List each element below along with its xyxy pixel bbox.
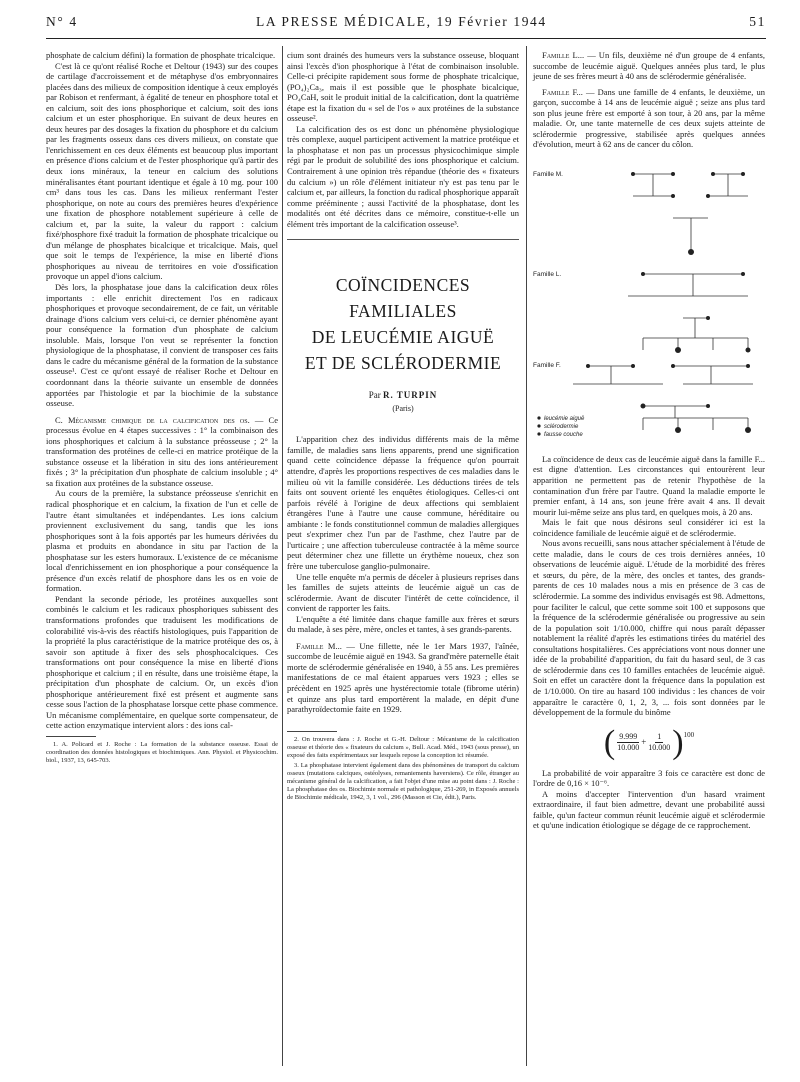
- footnote-rule: [46, 736, 96, 737]
- paragraph: [46, 415, 278, 489]
- binomial-formula: [533, 723, 765, 761]
- family-f-label: Famille F.: [533, 361, 561, 369]
- paragraph: Nous avons recueilli, sans nous attacher spécialement à l'étude de cette maladie, dans le cours de ces trois dernières années, 10 observations de leucémie aiguë. L'étude de la morbidité des frères et sœurs, du père, de la mère, des oncles et tantes, des grands-parents de ces 10 malades nous a mis en présence de 3 cas de sclérodermie. La somme des individus envisagés est 98. Admettons, pour faciliter le calcul, que cette somme soit 100 et supposons que la fréquence de la sclérodermie généralisée ou progressive au sein de la population soit 1/10.000, chiffre qui nous paraît dépasser notablement la réalité d'après les estimations tirées du matériel des consultations hospitalières. Ces appréciations vont nous donner une idée de la probabilité d'apparition, du fait du hasard seul, de 3 cas de sclérodermie dans ces 10 familles entachées de leucémie aiguë. Soit en effet un caractère dont la fréquence dans la population est de 1/10.000. On tire au hasard 100 individus : les chances de voir apparaître le caractère 0, 1, 2, 3, ... fois sont données par le développement de la formule du binôme: [533, 538, 765, 718]
- formula-plus: +: [641, 737, 647, 748]
- family-heading: Famille M...: [296, 640, 342, 651]
- denominator: 10.000: [648, 743, 671, 753]
- family-heading: Famille L...: [542, 50, 585, 60]
- footnote: 2. On trouvera dans : J. Roche et G.-H. Deltour : Mécanisme de la calcification osseuse et théorie des « fixateurs du calcium », Bull. Acad. Méd., 1943 (sous presse), un exposé des faits expérimentaux sur lesquels repose la conception ici résumée.: [287, 735, 519, 759]
- denominator: 10.000: [617, 743, 640, 753]
- formula-paren-left: (: [603, 723, 616, 761]
- footnote: 3. La phosphatase intervient également dans des phénomènes de transport du calcium osseux (mutations calciques, ostéolyses, remaniements haversiens). Ce rôle, étranger au mécanisme général de la calcification, a fait l'objet d'une mise au point dans : J. Roche : La phosphatase des os. Biochimie normale et pathologique, 251-269, in Exposés annuels de Biochimie médicale, 1942, 3, 1 vol., 296 (Masson et Cie, édit.), Paris.: [287, 761, 519, 802]
- author-location: (Paris): [392, 403, 414, 413]
- column-1: [46, 50, 278, 767]
- column-divider: [526, 46, 527, 1066]
- section-heading: C. Mécanisme chimique de la calcification des os.: [55, 414, 250, 425]
- author-line: [287, 390, 519, 401]
- paragraph: La calcification des os est donc un phénomène physiologique très complexe, auquel participent activement la matrice protéique et la phosphatase et non pas un processus physicochimique simple régi par le produit de solubilité des ions phosphorique et calcium. Contrairement à une opinion très répandue (théorie des « fixateurs du calcium ») un rôle d'élément initiateur n'y est pas tenu par le calcium et, par ailleurs, la fonction du radical phosphorique apparaît comme prééminente ; aussi l'activité de la phosphatase, dont les modalités ont été décrites dans ce mémoire, constitue-t-elle un élément très important de la calcification osseuse³.: [287, 123, 520, 229]
- paragraph: C'est là ce qu'ont réalisé Roche et Deltour (1943) sur des coupes de cartilage d'accroissement et de métaphyse d'os embryonnaires placées dans des milieux de composition identique à ceux employés par Robison et renfermant, à égalité de teneur en phosphore total et en calcium, soit des ions phosphorique et calcium, soit des ions calcium et un ester phosphorique. En suivant de deux heures en deux heures par des dosages la fixation du phosphore et du calcium par les fragments osseux dans ces divers milieux, on constate que l'enrichissement en ces deux éléments est beaucoup plus important en présence d'ions calcium et de l'ester phosphorique qu'à partir des deux ions minéraux, la teneur en calcium des solutions minéralisantes étant pourtant identique et égale à 10 mg. pour 100 cm³ dans tous les cas. Dans les milieux renfermant l'ester phosphorique, on note au cours des premières heures d'expérience une fixation de phosphore notablement supérieure à celle de calcium et, par la suite, la valeur du rapport : calcium fixé/phosphore fixé traduit la formation de phosphate tricalcique ou d'un mélange de phosphates bicalcique et tricalcique. Mais, quel que soit le temps de l'expérience, la mise en liberté d'ions phosphoriques au niveau de territoires en voie d'ossification provoque un appel d'ions calcium.: [46, 60, 278, 282]
- legend-scleroderma: sclérodermie: [544, 423, 579, 430]
- article-title-block: [287, 239, 519, 414]
- article-title-line: ET DE SCLÉRODERMIE: [304, 353, 502, 374]
- paragraph: La probabilité de voir apparaître 3 fois ce caractère est donc de l'ordre de 0,16 × 10⁻⁶.: [533, 767, 765, 789]
- paragraph: La coïncidence de deux cas de leucémie aiguë dans la famille F... est digne d'attention. Les circonstances qui entourèrent leur apparition ne permettent pas de retenir l'hypothèse de la contamination d'un frère par l'autre. Quand la maladie emporte le premier enfant, à 14 ans, son jeune frère avait 4 ans. Il devait mourir lui-même seize ans plus tard, en quelques mois, à 20 ans.: [533, 453, 765, 517]
- family-heading: Famille F...: [542, 86, 583, 97]
- paragraph-text: — Un fils, deuxième né d'un groupe de 4 enfants, succombe de leucémie aiguë. Quelques années plus tard, le plus jeune de ses frères meurt à 40 ans de sclérodermie généralisée.: [533, 50, 765, 82]
- numerator: 9.999: [619, 732, 638, 742]
- running-header: [46, 14, 766, 36]
- paragraph: Dès lors, la phosphatase joue dans la calcification deux rôles importants : elle enrichit directement l'os en radicaux phosphoriques et provoque secondairement, de ce fait, un véritable drainage d'ions calcium vers celui-ci, ce dernier phénomène ayant pour conséquence la formation d'un phosphate de calcium insoluble. Mais, lorsque l'on veut se représenter la fonction physiologique de la phosphatase, il convient de transposer ces faits dans le cadre du mécanisme général de la formation de la substance osseuse¹. C'est ce qu'ont essayé de réaliser Roche et Deltour en coordonnant dans la théorie suivante un ensemble de données apportées par l'histologie et par la biochimie de la substance osseuse.: [46, 282, 278, 409]
- paragraph-text: — Une fillette, née le 1er Mars 1937, l'aînée, succombe de leucémie aiguë en 1943. Sa grand'mère paternelle était morte de sclérodermie généralisée en 1940, à 55 ans. Les premières manifestations de ce mal étaient apparues vers 1923 ; elles se précèdent en 1925 après une hystérectomie totale (fibrome utérin) et quinze ans plus tard emportèrent la malade, en dépit d'une parathyroïdectomie faite en 1929.: [287, 640, 519, 715]
- pedigree-figure: [533, 156, 765, 446]
- paragraph-text: — Ce processus évolue en 4 étapes successives : 1° la combinaison des ions phosphoriques et calcium à la substance préosseuse ; 2° la transformation des protéines de celle-ci en matrice protéique de la substance osseuse et la libération in situ des ions antérieurement fixés ; 3° la précipitation d'un phosphate de calcium insoluble ; 4° sa fixation aux protéines de la substance osseuse.: [46, 414, 278, 488]
- family-m-label: Famille M.: [533, 170, 563, 178]
- paragraph: L'enquête a été limitée dans chaque famille aux frères et sœurs du malade, à ses père, mère, oncles et tantes, à ses grands-parents.: [287, 613, 519, 635]
- column-3: [533, 50, 765, 831]
- paragraph: Au cours de la première, la substance préosseuse s'enrichit en radical phosphorique et en calcium, la fixation de l'un et celle de l'autre étant simultanées et indépendantes. Les ions calcium proviennent exclusivement du sang, tandis que les ions phosphoriques sont à la fois apportés par les humeurs dérivées du plasma et produits en abondance in situ par l'action de la phosphatase sur les esters humoraux. L'existence de ce mécanisme local d'enrichissement en ion phosphorique a pour conséquence la présence d'un excès relatif de phosphore dans les os en voie de formation.: [46, 488, 278, 594]
- paragraph: Une telle enquête m'a permis de déceler à plusieurs reprises dans les familles de sujets atteints de leucémie aiguë un cas de sclérodermie. Avant de discuter l'intérêt de cette coïncidence, il convient de rapporter les faits.: [287, 571, 519, 614]
- header-rule: [46, 38, 766, 39]
- paragraph: cium sont drainés des humeurs vers la substance osseuse, bloquant ainsi l'excès d'ion phosphorique à l'état de combinaison insoluble. Celle-ci précipite rapidement sous forme de phosphate tricalcique, (PO₄)₂Ca₃, mais il est possible que le phosphate bicalcique, PO₄CaH, soit le produit initial de la calcification, dont la quatrième étape est la fixation du « sel de l'os » aux protéines de la substance osseuse².: [287, 50, 519, 124]
- legend-leukemia: leucémie aiguë: [544, 415, 585, 422]
- article-title-line: COÏNCIDENCES FAMILIALES: [335, 275, 471, 322]
- legend-miscarriage: fausse couche: [544, 431, 583, 438]
- article-title-line: DE LEUCÉMIE AIGUË: [311, 327, 495, 348]
- paragraph: Mais le fait que nous désirons seul considérer ici est la coïncidence familiale de leucémie aiguë et de sclérodermie.: [533, 517, 765, 538]
- author-name: R. TURPIN: [382, 390, 438, 401]
- paragraph: Pendant la seconde période, les protéines auxquelles sont combinés le calcium et les radicaux phosphoriques subissent des transformations profondes que traduisent les modifications de colorabilité vis-à-vis des réactifs histologiques, puis l'apparition de la propriété la plus caractéristique de la matrice protéique des os, à savoir son aptitude à fixer des sels phosphocalciques. Ces transformations ont pour conséquence la mise en liberté d'ions phosphorique et calcium ; il en résulte, dans une troisième étape, la précipitation d'un phosphate de calcium. Or, un excès d'ion phosphorique antérieurement fixé est présent et augmente sans cesse sous l'action de la phosphatase lorsque cette phase commence. Un mécanisme complémentaire, en quelque sorte compensateur, de cette action enzymatique intervient alors : des ions cal-: [46, 593, 278, 731]
- paragraph: L'apparition chez des individus différents mais de la même famille, de maladies sans liens apparents, prend une signification quand cette coïncidence dépasse la fréquence qu'on pourrait attendre, d'après les proportions respectives de ces maladies dans le milieu où vit la famille considérée. Les déductions tirées de tels faits ont souvent orienté les enquêtes étiologiques. Celles-ci ont parfois révélé à l'origine de deux affections qui semblaient étrangères l'une à l'autre une cause commune, héréditaire ou ambiante : le fonds constitutionnel commun de maladies allergiques peut s'exprimer chez l'un par de l'asthme, chez l'autre par de l'urticaire ; une affection tuberculeuse contractée à la même source peut déterminer chez une fillette un érythème noueux, chez son frère une tuberculose ganglio-pulmonaire.: [287, 434, 519, 571]
- formula-fraction: [617, 732, 639, 753]
- paragraph: A moins d'accepter l'intervention d'un hasard vraiment extraordinaire, il faut bien admettre, devant une probabilité aussi faible, qu'un facteur commun réunit leucémie aiguë et sclérodermie et qu'une indication étiologique se dégage de ce rapprochement.: [533, 788, 765, 831]
- issue-number: N° 4: [46, 14, 78, 29]
- column-divider: [282, 46, 283, 1066]
- paragraph: phosphate de calcium défini) la formation de phosphate tricalcique.: [46, 50, 276, 60]
- author-prefix: Par: [368, 390, 381, 401]
- paragraph: [287, 641, 519, 715]
- paragraph-text: — Dans une famille de 4 enfants, le deuxième, un garçon, succombe à 14 ans de leucémie aiguë ; seize ans plus tard son plus jeune frère est emporté à son tour, à 20 ans, par la même maladie. Or, une tante maternelle de ces deux sujets atteinte de sclérodermie progressive, stabilisée après quelques années d'évolution, meurt à 62 ans de cancer du côlon.: [533, 86, 766, 150]
- family-l-label: Famille L.: [533, 270, 562, 278]
- numerator: 1: [657, 732, 662, 742]
- formula-fraction: [648, 732, 670, 753]
- page-number: 51: [749, 14, 766, 29]
- pedigree-diagrams: [533, 156, 765, 446]
- column-2: [287, 50, 519, 804]
- paragraph: [533, 50, 765, 82]
- footnote-rule: [287, 731, 337, 732]
- formula-paren-right: ): [672, 723, 684, 761]
- footnote: 1. A. Policard et J. Roche : La formation de la substance osseuse. Essai de coordination des données histologiques et biochimiques. Ann. Physiol. et Physicochim. biol., 1937, 13, 645-703.: [46, 741, 278, 765]
- formula-exponent: 100: [683, 730, 695, 739]
- journal-title: LA PRESSE MÉDICALE, 19 Février 1944: [256, 14, 547, 29]
- paragraph: [533, 87, 765, 150]
